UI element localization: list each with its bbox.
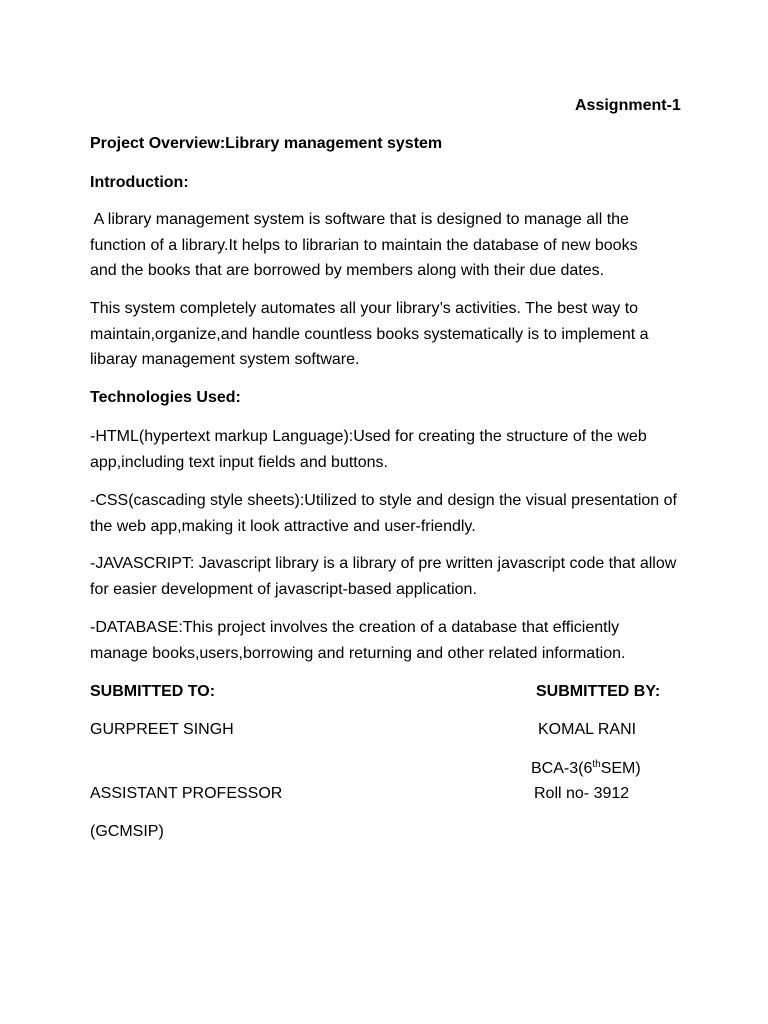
text-line: A library management system is software that is designed to manage all the <box>90 211 629 228</box>
class-superscript: th <box>592 759 601 770</box>
text-line: function of a library.It helps to librarian to maintain the database of new books <box>90 236 638 254</box>
project-title: Project Overview:Library management system <box>90 135 443 152</box>
introduction-heading: Introduction: <box>90 174 189 191</box>
text-line: the web app,making it look attractive and user-friendly. <box>90 517 476 535</box>
text-line: -CSS(cascading style sheets):Utilized to style and design the visual presentation of <box>90 492 677 509</box>
submitted-to-name: GURPREET SINGH <box>90 721 234 738</box>
technology-item-javascript <box>90 551 690 602</box>
introduction-paragraph-1 <box>90 207 690 284</box>
submitted-by-roll: Roll no- 3912 <box>534 785 630 802</box>
text-line: and the books that are borrowed by members along with their due dates. <box>90 262 605 279</box>
submitted-to-designation: ASSISTANT PROFESSOR <box>90 785 283 802</box>
technology-item-css <box>90 488 690 539</box>
submitted-to-institute: (GCMSIP) <box>90 823 164 840</box>
introduction-paragraph-2 <box>90 296 690 373</box>
technology-item-database <box>90 615 690 666</box>
text-line: -JAVASCRIPT: Javascript library is a library of pre written javascript code that allow <box>90 555 677 572</box>
technologies-heading: Technologies Used: <box>90 389 241 406</box>
submitted-by-name: KOMAL RANI <box>538 721 637 738</box>
submitted-to-label: SUBMITTED TO: <box>90 683 216 700</box>
text-line: for easier development of javascript-based application. <box>90 580 477 598</box>
class-text: BCA-3(6 <box>531 760 593 777</box>
text-line: -DATABASE:This project involves the creation of a database that efficiently <box>90 619 620 636</box>
technology-item-html <box>90 424 690 475</box>
assignment-number: Assignment-1 <box>575 97 681 114</box>
text-line: maintain,organize,and handle countless books systematically is to implement a <box>90 325 649 343</box>
text-line: manage books,users,borrowing and returning and other related information. <box>90 644 626 662</box>
text-line: This system completely automates all your library’s activities. The best way to <box>90 300 639 317</box>
text-line: -HTML(hypertext markup Language):Used for creating the structure of the web <box>90 428 647 445</box>
text-line: app,including text input fields and buttons. <box>90 453 388 471</box>
text-line: libaray management system software. <box>90 351 360 368</box>
submitted-by-class <box>531 759 641 779</box>
submitted-by-label: SUBMITTED BY: <box>536 683 661 700</box>
class-text-suffix: SEM) <box>600 760 641 777</box>
